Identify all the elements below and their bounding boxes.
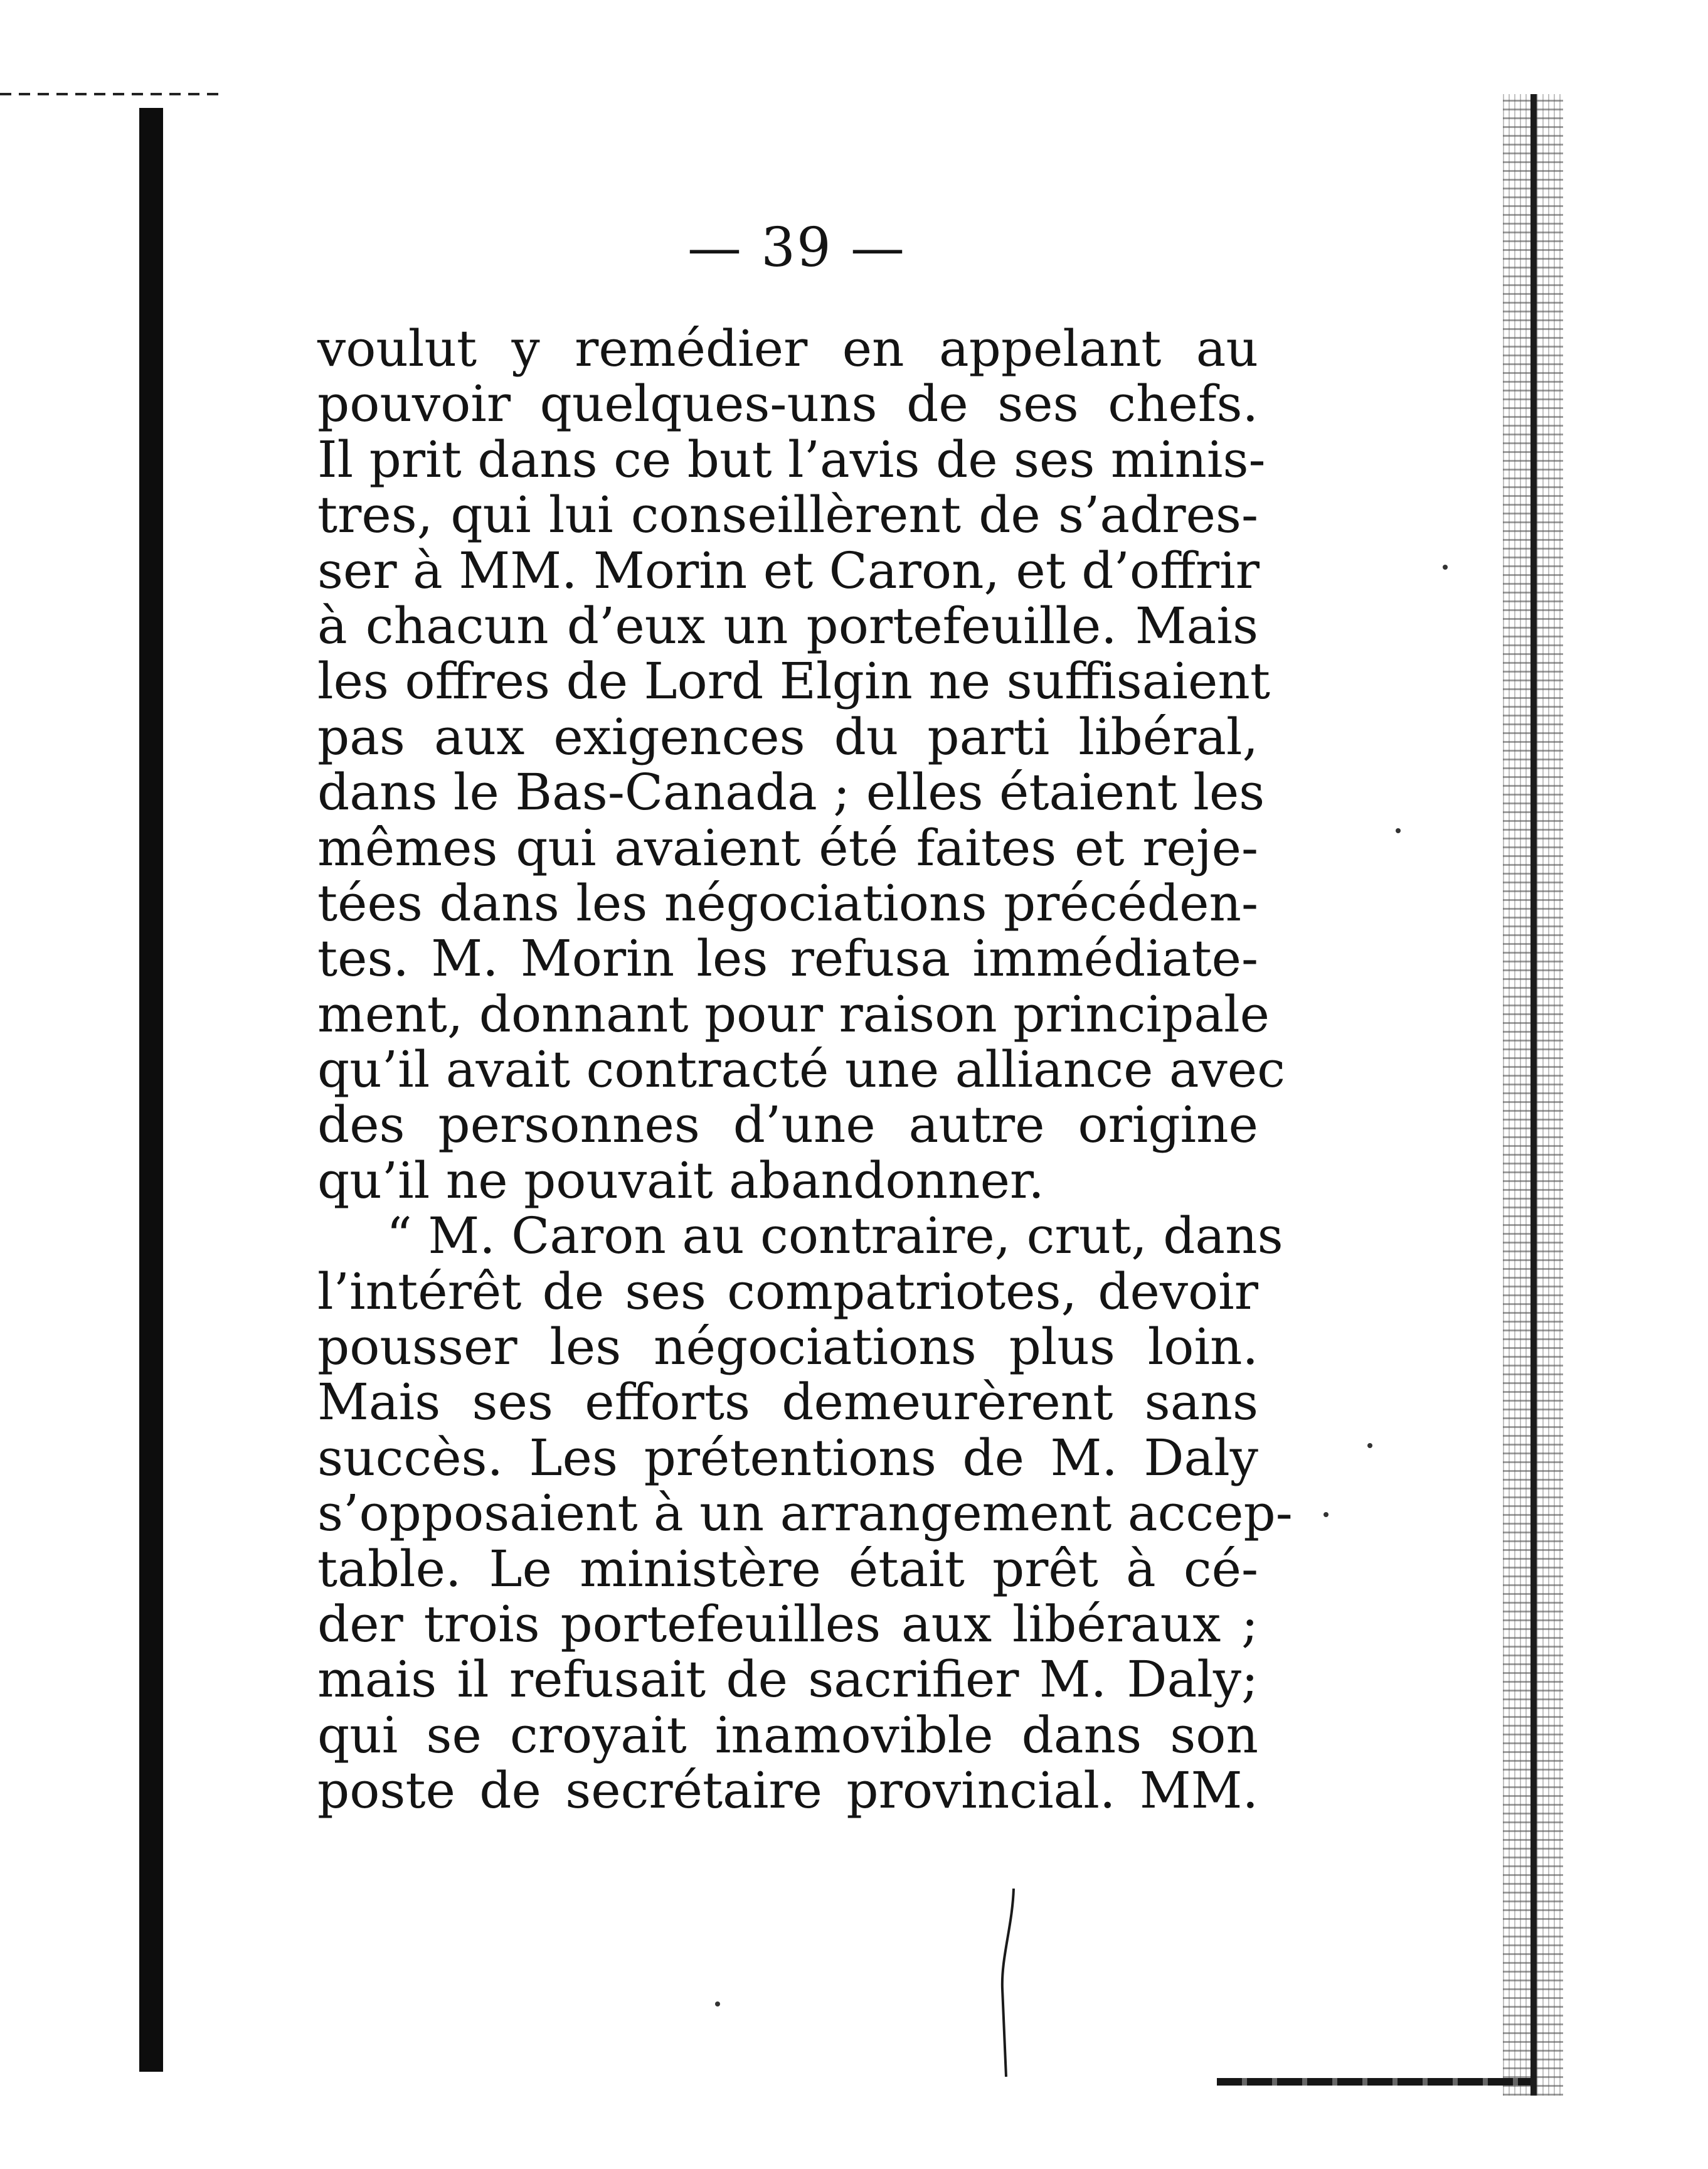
- text-line: der trois portefeuilles aux libéraux ;: [317, 1594, 1258, 1653]
- text-line: des personnes d’une autre origine: [317, 1095, 1258, 1154]
- page-fold-mark: [997, 1889, 1022, 2077]
- text-line: mais il refusait de sacrifier M. Daly;: [317, 1650, 1258, 1709]
- scan-speck: [1323, 1512, 1329, 1517]
- body-text: [317, 319, 1293, 1820]
- text-line: mêmes qui avaient été faites et reje-: [317, 818, 1258, 877]
- scan-speck: [715, 2001, 720, 2006]
- bottom-edge-rule: [1217, 2078, 1530, 2086]
- text-line: “ M. Caron au contraire, crut, dans: [386, 1207, 1283, 1266]
- text-line: ment, donnant pour raison principale: [317, 984, 1270, 1043]
- text-line: qui se croyait inamovible dans son: [317, 1705, 1258, 1764]
- right-edge-line: [1530, 94, 1537, 2096]
- binding-shadow: [139, 108, 163, 2072]
- scan-speck: [1443, 565, 1448, 570]
- text-line: table. Le ministère était prêt à cé-: [317, 1539, 1258, 1598]
- text-line: poste de secrétaire provincial. MM.: [317, 1761, 1258, 1820]
- text-line: les offres de Lord Elgin ne suffisaient: [317, 652, 1271, 711]
- text-line: Il prit dans ce but l’avis de ses minis-: [317, 430, 1266, 489]
- text-line: succès. Les prétentions de M. Daly: [317, 1428, 1258, 1487]
- text-line: tres, qui lui conseillèrent de s’adres-: [317, 486, 1258, 545]
- scan-speck: [1396, 828, 1401, 833]
- text-line: voulut y remédier en appelant au: [317, 319, 1258, 378]
- text-line: ser à MM. Morin et Caron, et d’offrir: [317, 541, 1260, 600]
- text-line: à chacun d’eux un portefeuille. Mais: [317, 596, 1258, 655]
- text-line: qu’il avait contracté une alliance avec: [317, 1040, 1285, 1099]
- text-line: s’opposaient à un arrangement accep-: [317, 1484, 1293, 1543]
- text-line: pas aux exigences du parti libéral,: [317, 707, 1258, 766]
- text-line: Mais ses efforts demeurèrent sans: [317, 1373, 1258, 1432]
- top-edge-rule: [0, 93, 226, 95]
- text-line: l’intérêt de ses compatriotes, devoir: [317, 1262, 1258, 1321]
- text-line: pouvoir quelques-uns de ses chefs.: [317, 375, 1258, 434]
- page-number: — 39 —: [687, 216, 906, 279]
- scan-speck: [1367, 1443, 1372, 1448]
- text-line: tes. M. Morin les refusa immédiate-: [317, 929, 1258, 988]
- text-line: pousser les négociations plus loin.: [317, 1318, 1258, 1377]
- text-line: qu’il ne pouvait abandonner.: [317, 1151, 1044, 1210]
- text-line: dans le Bas-Canada ; elles étaient les: [317, 763, 1265, 822]
- text-line: tées dans les négociations précéden-: [317, 873, 1258, 932]
